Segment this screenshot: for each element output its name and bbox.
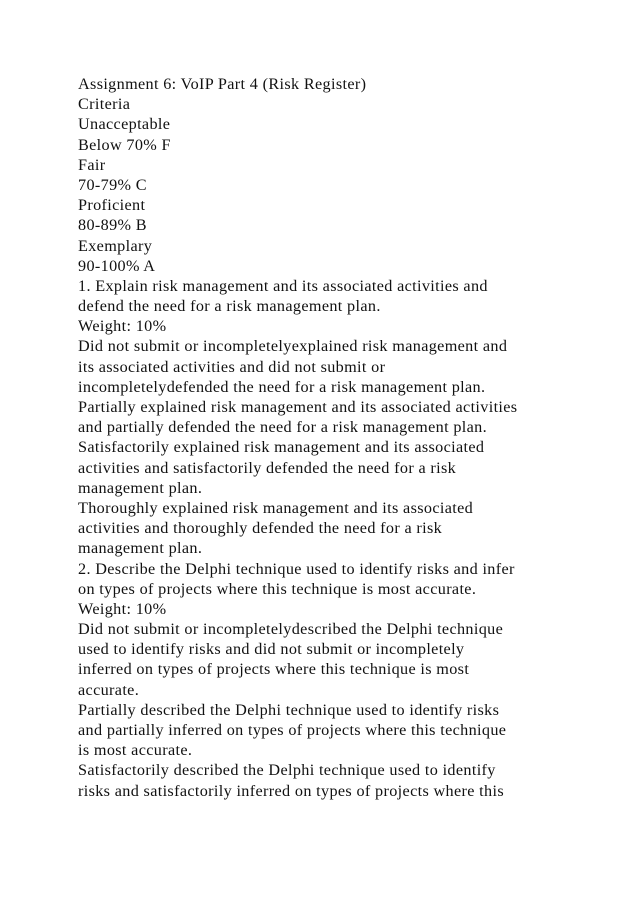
- criterion-1-unacceptable: its associated activities and did not submit or: [78, 357, 386, 376]
- criterion-2-fair: and partially inferred on types of projects where this technique: [78, 721, 507, 739]
- criterion-1-proficient: Satisfactorily explained risk management and its associated: [78, 438, 485, 457]
- criterion-2-weight: Weight: 10%: [78, 599, 167, 618]
- criterion-2-unacceptable: Did not submit or incompletelydescribed the Delphi technique: [78, 620, 504, 639]
- rating-proficient-range: 80-89% B: [78, 216, 147, 235]
- document-title: Assignment 6: VoIP Part 4 (Risk Register): [78, 75, 367, 93]
- criterion-1-weight: Weight: 10%: [78, 317, 167, 336]
- criterion-1-fair: and partially defended the need for a risk management plan.: [78, 418, 487, 437]
- criterion-2-unacceptable: accurate.: [78, 680, 140, 699]
- criterion-2-proficient: risks and satisfactorily inferred on types of projects where this: [78, 781, 504, 800]
- criterion-1-exemplary: management plan.: [78, 539, 203, 558]
- criterion-2-unacceptable: used to identify risks and did not submit or incompletely: [78, 640, 465, 659]
- criterion-1-line: defend the need for a risk management plan.: [78, 297, 381, 316]
- criterion-2-fair: Partially described the Delphi technique used to identify risks: [78, 700, 500, 719]
- rating-exemplary-range: 90-100% A: [78, 256, 156, 275]
- criterion-1-fair: Partially explained risk management and its associated activities: [78, 398, 518, 416]
- rating-unacceptable-range: Below 70% F: [78, 135, 171, 154]
- criterion-1-exemplary: Thoroughly explained risk management and its associated: [78, 498, 474, 517]
- criterion-2-fair: is most accurate.: [78, 741, 193, 760]
- criterion-1-unacceptable: Did not submit or incompletelyexplained risk management and: [78, 337, 508, 356]
- rating-exemplary: Exemplary: [78, 236, 153, 255]
- criterion-2-line: 2. Describe the Delphi technique used to identify risks and infer: [78, 559, 515, 578]
- rating-fair-range: 70-79% C: [78, 175, 147, 194]
- document-body: [78, 74, 618, 801]
- criterion-1-exemplary: activities and thoroughly defended the need for a risk: [78, 519, 443, 538]
- criterion-2-unacceptable: inferred on types of projects where this technique is most: [78, 660, 470, 679]
- criterion-2-proficient: Satisfactorily described the Delphi technique used to identify: [78, 761, 496, 780]
- rating-fair: Fair: [78, 155, 106, 174]
- criterion-1-unacceptable: incompletelydefended the need for a risk management plan.: [78, 377, 486, 396]
- rating-proficient: Proficient: [78, 196, 146, 215]
- criteria-label: Criteria: [78, 95, 131, 114]
- criterion-1-proficient: management plan.: [78, 478, 203, 497]
- criterion-2-line: on types of projects where this technique is most accurate.: [78, 579, 477, 598]
- criterion-1-proficient: activities and satisfactorily defended the need for a risk: [78, 458, 457, 477]
- criterion-1-line: 1. Explain risk management and its associated activities and: [78, 276, 488, 295]
- rating-unacceptable: Unacceptable: [78, 115, 171, 134]
